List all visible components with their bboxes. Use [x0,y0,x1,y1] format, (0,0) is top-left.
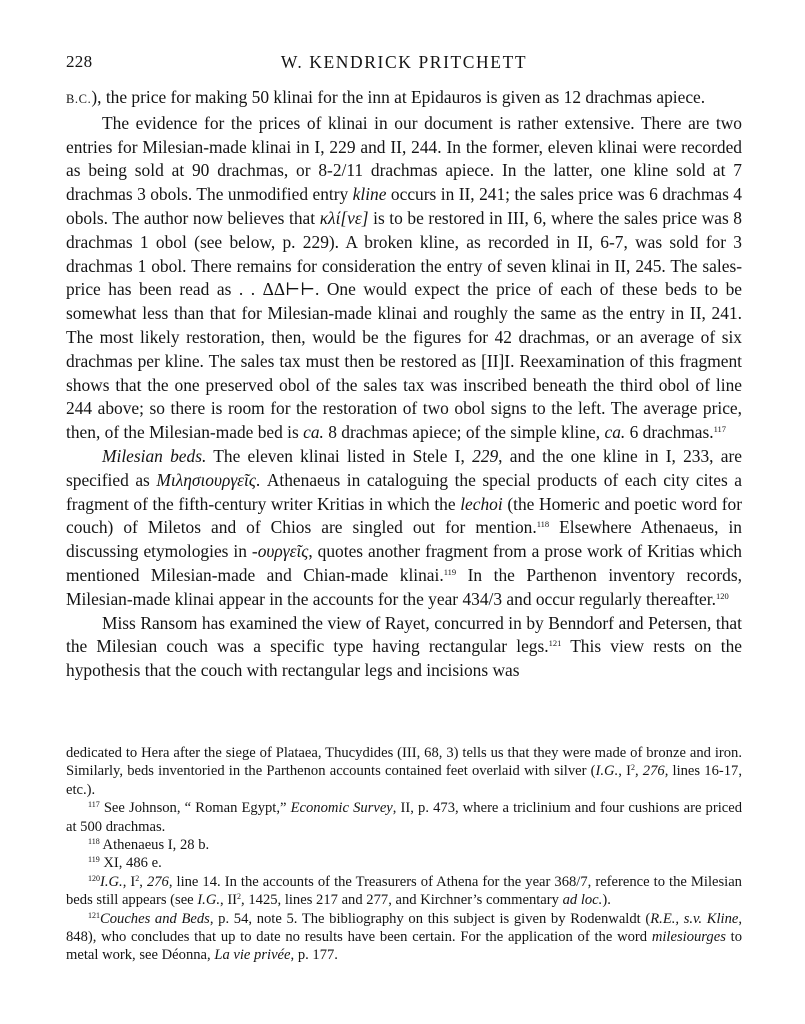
text-run: , 848), who concludes that up to date no results have been certain. For the application of the word [66,910,742,946]
text-run: , I [618,763,631,780]
text-run: , [634,763,643,780]
text-run: The evidence for the prices of klinai in our document is rather extensive. There are two entries for Milesian-made klinai in I, 229 and II, 244. In the former, eleven klinai were recorded as being sold at 90 drachmas, or 8-2/11 drachmas apiece. In the latter, one kline sold at 7 drachmas 3 obols. The unmodified entry [66,112,742,205]
italic-term: lechoi [460,493,503,514]
footnote-119 [66,854,742,872]
text-run: This view rests on the hypothesis that the couch with rectangular legs and incisions was [66,636,742,681]
text-run: See Johnson, “ Roman Egypt,” [99,800,291,817]
paragraph-3 [66,445,742,612]
footnote-ref[interactable]: 120 [715,590,729,601]
section-lead: Milesian beds. [102,445,207,466]
text-run: Athenaeus I, 28 b. [99,837,210,854]
text-run: is to be restored in III, 6, where the sales price was 8 drachmas 1 obol (see below, p. 229). A broken kline, as recorded in II, 6-7, was sold for 3 drachmas 1 obol. There remains for consideration the entry of seven klinai in II, 245. The sales-price has been read as . . ΔΔ⊢⊢. One would expect the price of each of these beds to be somewhat less than that for Milesian-made klinai and roughly the same as the entry in II, 241. The most likely restoration, then, would be the figures for 42 drachmas, or an average of six drachmas per kline. The sales tax must then be restored as [II]I. Reexamination of this fragment shows that the one preserved obol of the sales tax was inscribed beneath the third obol of line 244 above; so there is room for the restoration of two obol signs to the left. The average price, then, of the Milesian-made bed is [66,207,742,443]
italic-term: I.G. [100,873,123,890]
footnote-ref[interactable]: 121 [548,638,562,649]
page-number: 228 [66,52,93,71]
era-abbreviation: B.C. [66,92,92,106]
text-run: 8 drachmas apiece; of the simple kline, [323,422,605,443]
italic-term: kline [352,184,387,205]
footnote-number: 118 [88,837,100,847]
italic-term: 276 [146,873,169,890]
edition-number: 2 [135,873,140,883]
text-run: , II, p. 473, where a triclinium and four cushions are priced at 500 drachmas. [66,800,742,835]
footnote-number: 120 [88,873,100,883]
italic-term: milesiourges [651,929,726,946]
footnote-120 [66,873,742,910]
text-run: 6 drachmas. [625,422,714,443]
greek-term: Μιλησιουργεῖς [156,469,256,490]
edition-number: 2 [630,763,635,773]
footnote-121 [66,910,742,965]
text-run: XI, 486 e. [99,855,162,872]
text-run: , I [122,873,136,890]
italic-term: Economic Survey [290,800,393,817]
greek-term: -ουργεῖς [251,541,309,562]
italic-term: Couches and Beds [100,910,210,927]
paragraph-1 [66,86,742,112]
text-run: ). [602,892,611,909]
italic-term: 276 [642,763,665,780]
italic-term: ad loc. [562,892,603,909]
italic-term: ca. [303,422,324,443]
text-run: , II [220,892,238,909]
text-run: , line 14. In the accounts of the Treasurers of Athena for the year 368/7, reference to the Milesian beds still appears (see [66,873,742,909]
italic-term: I.G. [197,892,221,909]
italic-term: 229 [472,445,499,466]
text-run: dedicated to Hera after the siege of Plataea, Thucydides (III, 68, 3) tells us that they were made of bronze and iron. Similarly, beds inventoried in the Parthenon accounts contained feet overlaid with silver ( [66,745,742,780]
footnote-118 [66,836,742,854]
text-run: to metal work, see Déonna, [66,929,742,964]
edition-number: 2 [237,892,242,902]
italic-term: R.E., s.v. Kline [650,910,739,927]
italic-term: I.G. [595,763,619,780]
italic-term: ca. [604,422,626,443]
body-text [66,86,742,683]
text-run: , lines 16-17, etc.). [66,763,742,798]
text-run: , 1425, lines 217 and 277, and Kirchner’s commentary [241,892,563,909]
text-run: Miss Ransom has examined the view of Rayet, concurred in by Benndorf and Petersen, that the Milesian couch was a specific type having rectangular legs. [66,612,742,657]
page-header [66,52,742,76]
text-run: , quotes another fragment from a prose work of Kritias which mentioned Milesian-made and Chian-made klinai. [66,541,742,585]
paragraph-2 [66,112,742,445]
text-run: The eleven klinai listed in Stele I, [206,445,473,466]
running-head: W. KENDRICK PRITCHETT [280,52,528,72]
footnote-number: 117 [88,800,100,810]
text-run: , and the one kline in I, 233, are specified as [66,445,742,490]
text-run: In the Parthenon inventory records, Milesian-made klinai appear in the accounts for the year 434/3 and occur regularly thereafter. [66,564,742,609]
text-run: , p. 54, note 5. The bibliography on this subject is given by Rodenwaldt ( [209,910,651,927]
italic-term: La vie privée [214,947,291,964]
text-run: ), the price for making 50 klinai for the inn at Epidauros is given as 12 drachmas apiece. [91,87,706,107]
footnote-ref[interactable]: 117 [713,424,727,435]
text-run: . Athenaeus in cataloguing the special products of each city cites a fragment of the fifth-century writer Kritias in which the [66,469,743,514]
text-run: Elsewhere Athenaeus, in discussing etymologies in [66,517,742,562]
footnotes [66,744,742,965]
footnote-ref[interactable]: 118 [536,519,550,530]
text-run: , [139,873,147,890]
text-run: occurs in II, 241; the sales price was 6 drachmas 4 obols. The author now believes that [66,184,742,228]
paragraph-4 [66,612,742,683]
text-run: , p. 177. [290,947,338,964]
footnote-number: 121 [88,910,100,920]
text-run: (the Homeric and poetic word for couch) of Miletos and of Chios are singled out for mention. [66,493,742,538]
footnote-number: 119 [88,855,100,865]
footnote-ref[interactable]: 119 [443,566,457,577]
greek-term: κλί[νε] [319,207,369,228]
footnote-continuation [66,744,742,799]
footnote-117 [66,799,742,836]
